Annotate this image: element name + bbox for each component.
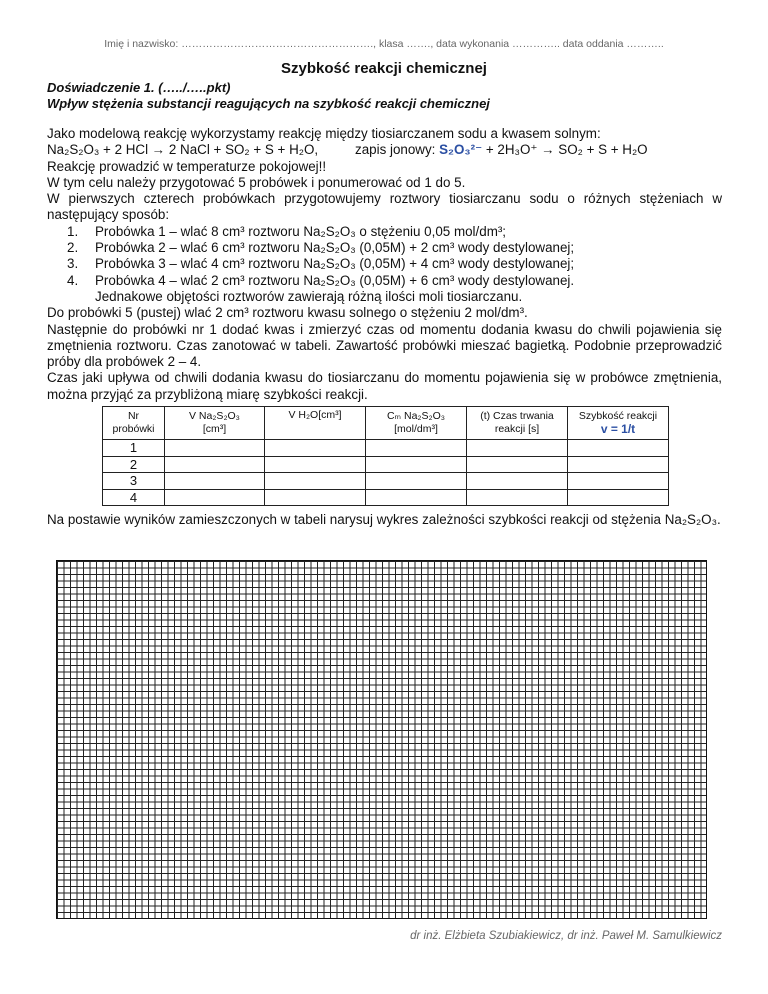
ionic-label: zapis jonowy: — [355, 142, 436, 158]
table-cell[interactable] — [467, 440, 568, 457]
table-cell[interactable] — [568, 456, 669, 473]
table-cell[interactable] — [265, 489, 366, 506]
results-table — [102, 406, 669, 506]
table-cell[interactable] — [467, 473, 568, 490]
table-cell[interactable] — [165, 456, 265, 473]
table-cell[interactable] — [265, 456, 366, 473]
table-row — [103, 456, 669, 473]
instructions-body — [47, 126, 722, 403]
experiment-number: Doświadczenie 1. (…../…..pkt) — [47, 80, 231, 95]
header-volume-thiosulfate: V Na₂S₂O₃ [cm³] — [165, 407, 265, 440]
row-number: 2 — [103, 456, 165, 473]
student-info-line: Imię i nazwisko: ………………………………………………., klasa ……., data wykonania ………….. data oddania ……….. — [104, 38, 664, 50]
header-tube-number: Nr probówki — [103, 407, 165, 440]
page-title: Szybkość reakcji chemicznej — [281, 60, 487, 77]
header-volume-water: V H₂O[cm³] — [265, 407, 366, 440]
row-number: 4 — [103, 489, 165, 506]
header-reaction-rate: Szybkość reakcji v = 1/t — [568, 407, 669, 440]
step-item — [47, 224, 722, 240]
row-number: 1 — [103, 440, 165, 457]
row-number: 3 — [103, 473, 165, 490]
step-number: 1. — [67, 223, 79, 239]
temperature-note: Reakcję prowadzić w temperaturze pokojowej!! — [47, 158, 327, 174]
table-cell[interactable] — [265, 473, 366, 490]
step-number: 3. — [67, 256, 79, 272]
table-cell[interactable] — [366, 440, 467, 457]
table-cell[interactable] — [568, 440, 669, 457]
time-measure-note: Czas jaki upływa od chwili dodania kwasu do tiosiarczanu do momentu pojawienia się w probówce zmętnienia, można przyjąć za przybliżoną miarę szybkości reakcji. — [47, 370, 722, 402]
prep-note: W tym celu należy przygotować 5 probówek i ponumerować od 1 do 5. — [47, 174, 466, 190]
table-cell[interactable] — [568, 489, 669, 506]
table-cell[interactable] — [366, 489, 467, 506]
header-reaction-time: (t) Czas trwania reakcji [s] — [467, 407, 568, 440]
authors-footer: dr inż. Elżbieta Szubiakiewicz, dr inż. Paweł M. Samulkiewicz — [410, 930, 722, 942]
table-cell[interactable] — [467, 456, 568, 473]
procedure-note: Następnie do probówki nr 1 dodać kwas i zmierzyć czas od momentu dodania kwasu do chwili pojawienia się zmętnienia roztworu. Czas zanotować w tabeli. Zawartość probówki mieszać bagietką. Podobnie przeprowadzić próby dla probówek 2 – 4. — [47, 321, 722, 370]
step-item — [47, 256, 722, 272]
step-item — [47, 273, 722, 289]
table-row — [103, 489, 669, 506]
step-item — [47, 240, 722, 256]
table-cell[interactable] — [568, 473, 669, 490]
ionic-rest: + 2H₃O⁺ → SO₂ + S + H₂O — [482, 142, 648, 158]
table-cell[interactable] — [467, 489, 568, 506]
table-row — [103, 473, 669, 490]
first-four-note: W pierwszych czterech probówkach przygotowujemy roztwory tiosiarczanu sodu o różnych stężeniach w następujący sposób: — [47, 191, 722, 223]
table-cell[interactable] — [165, 440, 265, 457]
thiosulfate-ion: S₂O₃²⁻ — [439, 142, 483, 158]
table-cell[interactable] — [366, 456, 467, 473]
step-text: Probówka 1 – wlać 8 cm³ roztworu Na₂S₂O₃ o stężeniu 0,05 mol/dm³; — [95, 223, 507, 239]
table-header-row — [103, 407, 669, 440]
header-concentration: Cₘ Na₂S₂O₃ [mol/dm³] — [366, 407, 467, 440]
table-row — [103, 440, 669, 457]
step-number: 4. — [67, 272, 79, 288]
table-cell[interactable] — [265, 440, 366, 457]
tube5-note: Do probówki 5 (pustej) wlać 2 cm³ roztworu kwasu solnego o stężeniu 2 mol/dm³. — [47, 305, 528, 321]
table-cell[interactable] — [165, 473, 265, 490]
step-text: Probówka 4 – wlać 2 cm³ roztworu Na₂S₂O₃ (0,05M) + 6 cm³ wody destylowanej. — [95, 272, 575, 288]
experiment-heading — [47, 80, 490, 112]
graph-instruction: Na postawie wyników zamieszczonych w tabeli narysuj wykres zależności szybkości reakcji od stężenia Na₂S₂O₃. — [47, 512, 721, 527]
experiment-subtitle: Wpływ stężenia substancji reagujących na szybkość reakcji chemicznej — [47, 96, 490, 111]
graph-paper-grid[interactable] — [56, 560, 707, 919]
molecular-equation: Na₂S₂O₃ + 2 HCl → 2 NaCl + SO₂ + S + H₂O, — [47, 142, 319, 158]
step-text: Probówka 3 – wlać 4 cm³ roztworu Na₂S₂O₃ (0,05M) + 4 cm³ wody destylowanej; — [95, 256, 575, 272]
graph-instruction-block — [47, 512, 722, 528]
ionic-equation — [355, 142, 648, 158]
intro-text: Jako modelową reakcję wykorzystamy reakcję między tiosiarczanem sodu a kwasem solnym: — [47, 126, 601, 141]
table-cell[interactable] — [366, 473, 467, 490]
steps-list — [47, 224, 722, 289]
step-number: 2. — [67, 240, 79, 256]
step-text: Probówka 2 – wlać 6 cm³ roztworu Na₂S₂O₃ (0,05M) + 2 cm³ wody destylowanej; — [95, 240, 575, 256]
table-cell[interactable] — [165, 489, 265, 506]
reaction-equation — [47, 142, 722, 158]
equal-volumes-note: Jednakowe objętości roztworów zawierają różną ilości moli tiosiarczanu. — [95, 288, 523, 304]
